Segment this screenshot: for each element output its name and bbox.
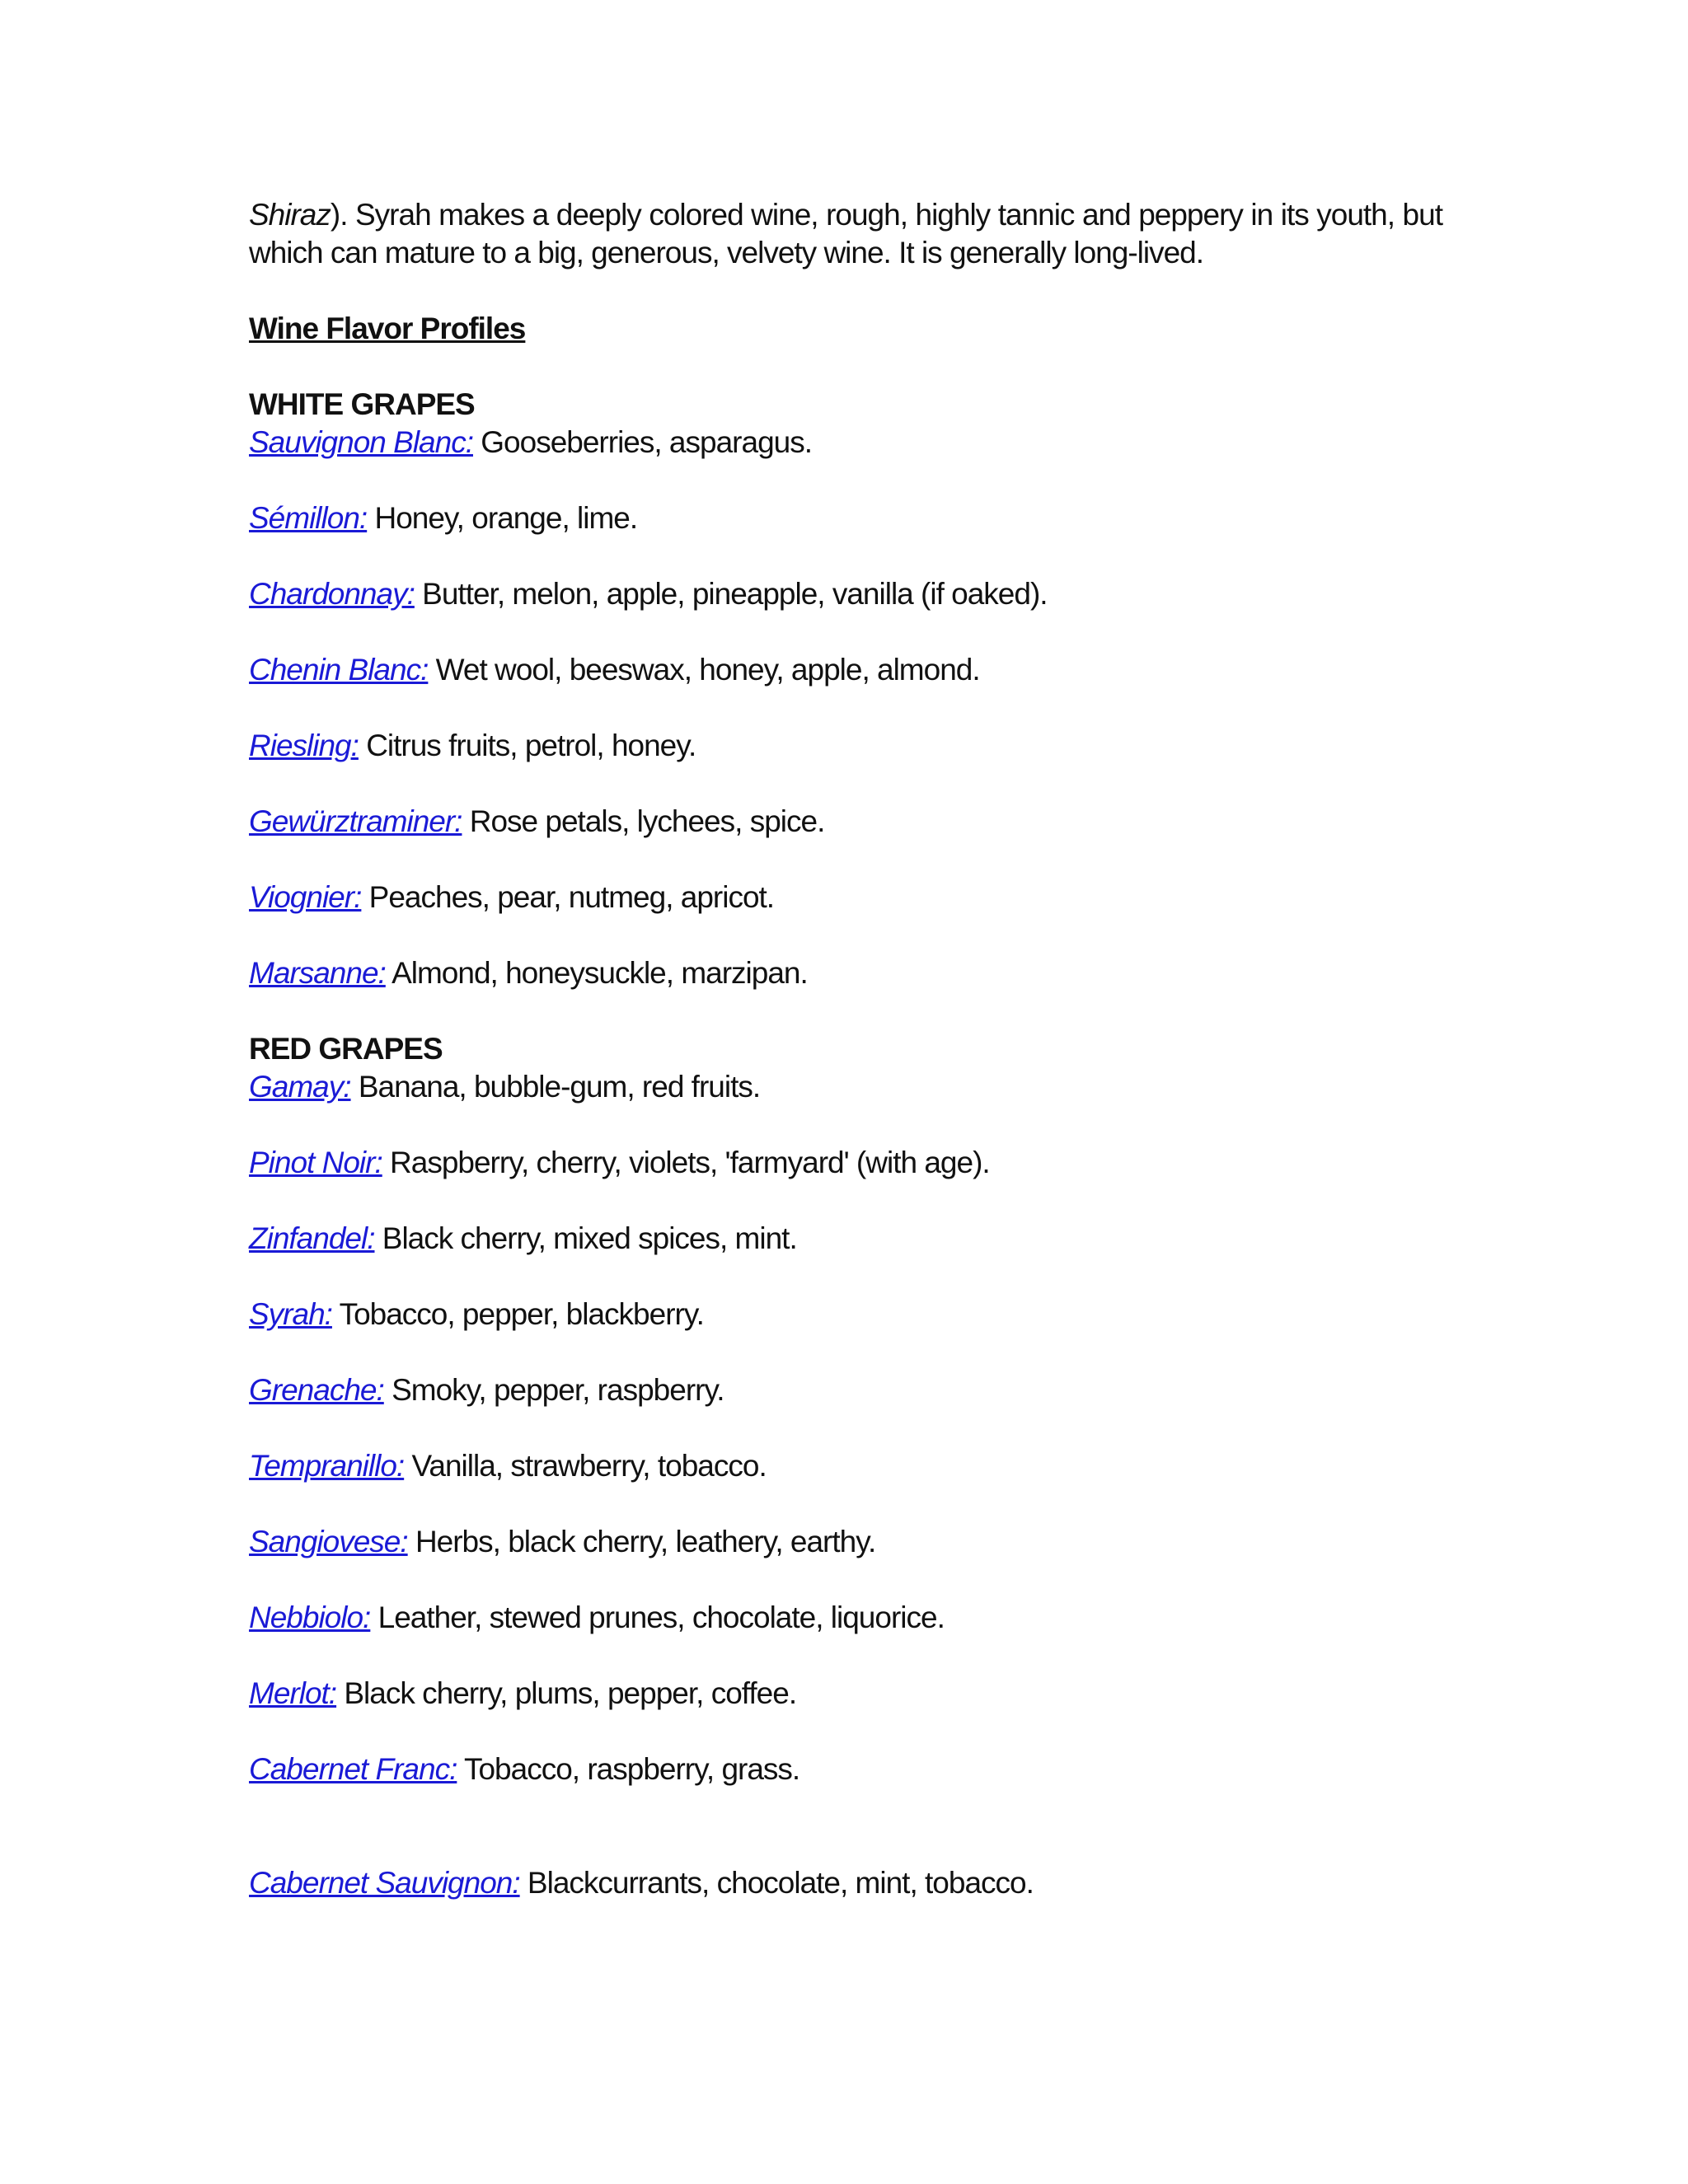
grape-flavors: Wet wool, beeswax, honey, apple, almond. [435, 653, 980, 687]
grape-link-riesling[interactable]: Riesling: [249, 729, 359, 762]
grape-flavors: Rose petals, lychees, spice. [469, 804, 825, 838]
grape-link-syrah[interactable]: Syrah: [249, 1297, 332, 1331]
grape-flavors: Almond, honeysuckle, marzipan. [392, 956, 808, 990]
grape-flavors: Blackcurrants, chocolate, mint, tobacco. [527, 1866, 1034, 1900]
grape-link-chardonnay[interactable]: Chardonnay: [249, 577, 415, 611]
grape-link-gewurztraminer[interactable]: Gewürztraminer: [249, 804, 462, 838]
grape-entry [249, 954, 1442, 992]
grape-link-tempranillo[interactable]: Tempranillo: [249, 1449, 405, 1483]
intro-italic-word: Shiraz [249, 198, 331, 232]
intro-paragraph [249, 196, 1442, 272]
white-grapes-heading: WHITE GRAPES [249, 387, 475, 421]
grape-link-pinot-noir[interactable]: Pinot Noir: [249, 1146, 382, 1179]
grape-entry [249, 1864, 1442, 1902]
grape-flavors: Butter, melon, apple, pineapple, vanilla (if oaked). [422, 577, 1048, 611]
grape-flavors: Honey, orange, lime. [374, 501, 638, 535]
grape-flavors: Banana, bubble-gum, red fruits. [358, 1070, 761, 1104]
grape-entry [249, 1675, 1442, 1713]
grape-link-nebbiolo[interactable]: Nebbiolo: [249, 1601, 371, 1634]
grape-link-zinfandel[interactable]: Zinfandel: [249, 1221, 375, 1255]
grape-link-cabernet-sauvignon[interactable]: Cabernet Sauvignon: [249, 1866, 520, 1900]
grape-flavors: Gooseberries, asparagus. [481, 425, 813, 459]
grape-flavors: Tobacco, raspberry, grass. [463, 1752, 800, 1786]
grape-flavors: Smoky, pepper, raspberry. [392, 1373, 724, 1407]
grape-link-sangiovese[interactable]: Sangiovese: [249, 1525, 408, 1558]
grape-link-semillon[interactable]: Sémillon: [249, 501, 368, 535]
grape-flavors: Raspberry, cherry, violets, 'farmyard' (with age). [390, 1146, 990, 1179]
grape-link-merlot[interactable]: Merlot: [249, 1676, 337, 1710]
intro-text: ). Syrah makes a deeply colored wine, rough, highly tannic and peppery in its youth, but which can mature to a big, generous, velvety wine. It is generally long-lived. [249, 198, 1442, 269]
grape-flavors: Black cherry, mixed spices, mint. [382, 1221, 797, 1255]
grape-entry [249, 1447, 1442, 1485]
grape-entry [249, 803, 1442, 841]
grape-entry [249, 727, 1442, 765]
grape-entry [249, 879, 1442, 916]
grape-entry [249, 651, 1442, 689]
grape-link-viognier[interactable]: Viognier: [249, 880, 362, 914]
grape-entry [249, 575, 1442, 613]
section-title: Wine Flavor Profiles [249, 312, 526, 345]
grape-link-sauvignon-blanc[interactable]: Sauvignon Blanc: [249, 425, 473, 459]
grape-flavors: Vanilla, strawberry, tobacco. [411, 1449, 767, 1483]
grape-flavors: Tobacco, pepper, blackberry. [339, 1297, 704, 1331]
document-body [249, 196, 1442, 1902]
grape-link-cabernet-franc[interactable]: Cabernet Franc: [249, 1752, 457, 1786]
grape-entry [249, 1750, 1442, 1788]
grape-entry [249, 499, 1442, 537]
red-grapes-heading: RED GRAPES [249, 1032, 443, 1066]
grape-entry [249, 1599, 1442, 1637]
grape-flavors: Peaches, pear, nutmeg, apricot. [368, 880, 775, 914]
grape-entry [249, 1371, 1442, 1409]
grape-link-gamay[interactable]: Gamay: [249, 1070, 351, 1104]
grape-link-marsanne[interactable]: Marsanne: [249, 956, 386, 990]
grape-flavors: Leather, stewed prunes, chocolate, liquorice. [377, 1601, 945, 1634]
grape-link-chenin-blanc[interactable]: Chenin Blanc: [249, 653, 429, 687]
grape-entry [249, 1523, 1442, 1561]
grape-entry [249, 424, 1442, 462]
grape-entry [249, 1144, 1442, 1182]
grape-flavors: Herbs, black cherry, leathery, earthy. [415, 1525, 876, 1558]
grape-entry [249, 1296, 1442, 1333]
grape-flavors: Black cherry, plums, pepper, coffee. [344, 1676, 797, 1710]
grape-entry [249, 1220, 1442, 1258]
grape-flavors: Citrus fruits, petrol, honey. [366, 729, 696, 762]
grape-entry [249, 1068, 1442, 1106]
grape-link-grenache[interactable]: Grenache: [249, 1373, 384, 1407]
